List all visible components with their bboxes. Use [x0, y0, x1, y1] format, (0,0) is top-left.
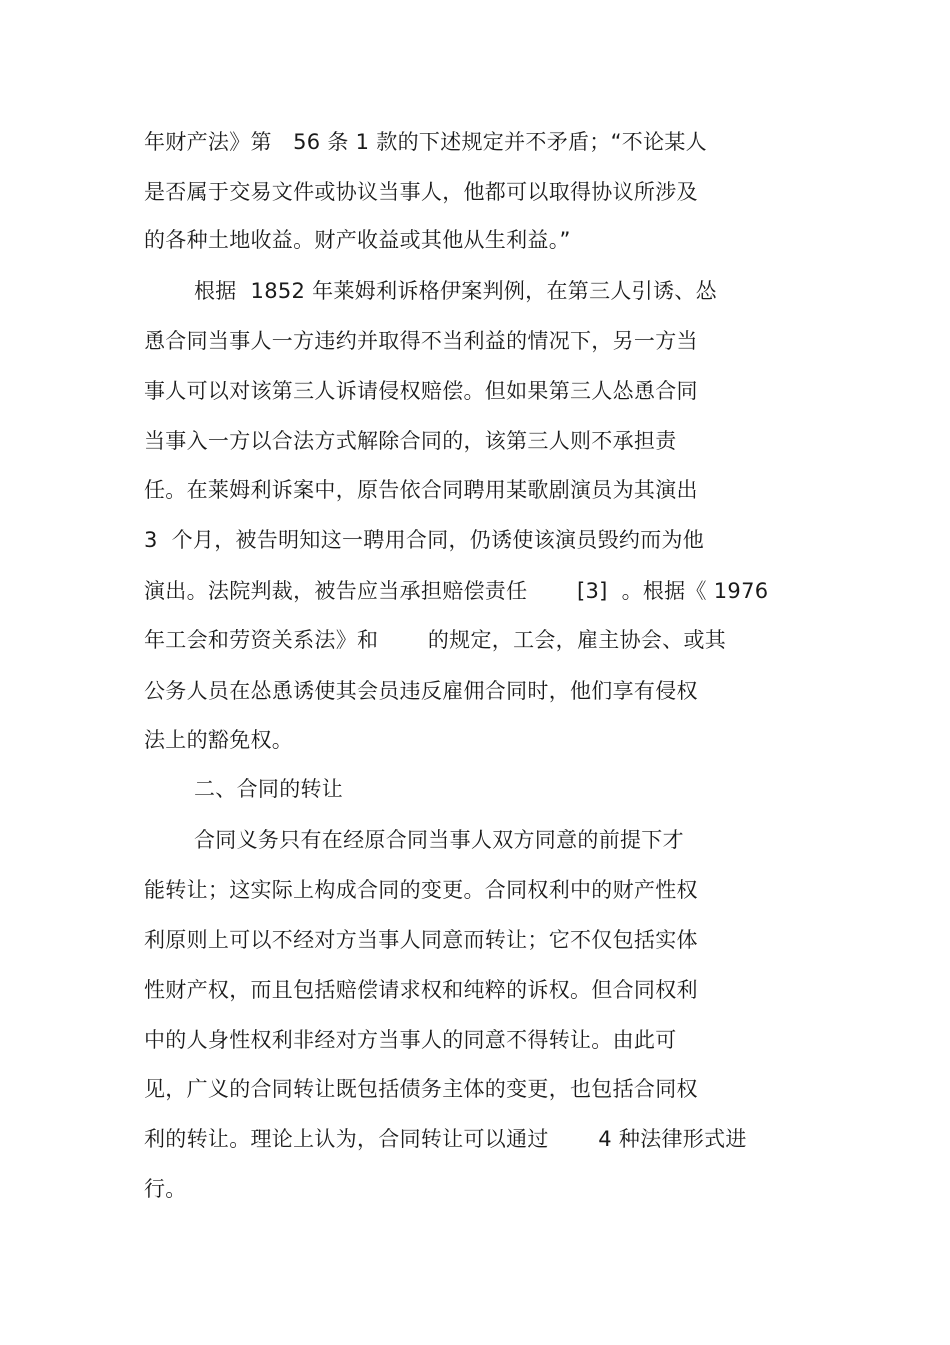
- text-line: 当事入一方以合法方式解除合同的，该第三人则不承担责: [144, 429, 677, 453]
- text-line: 利的转让。理论上认为，合同转让可以通过 4 种法律形式进: [144, 1127, 747, 1151]
- paragraph-first-line: 合同义务只有在经原合同当事人双方同意的前提下才: [194, 828, 684, 852]
- text-line: 的各种土地收益。财产收益或其他从生利益。”: [144, 228, 571, 252]
- text-line: 是否属于交易文件或协议当事人，他都可以取得协议所涉及: [144, 180, 698, 204]
- text-line: 任。在莱姆利诉案中，原告依合同聘用某歌剧演员为其演出: [144, 478, 698, 502]
- text-line: 法上的豁免权。: [144, 728, 294, 752]
- text-line: 行。: [144, 1177, 187, 1201]
- text-line: 年工会和劳资关系法》和 的规定，工会，雇主协会、或其: [144, 628, 727, 652]
- text-line: 见，广义的合同转让既包括债务主体的变更，也包括合同权: [144, 1077, 698, 1101]
- text-line: 3 个月，被告明知这一聘用合同，仍诱使该演员毁约而为他: [144, 528, 705, 552]
- text-line: 能转让；这实际上构成合同的变更。合同权利中的财产性权: [144, 878, 698, 902]
- text-line: 性财产权，而且包括赔偿请求权和纯粹的诉权。但合同权利: [144, 978, 698, 1002]
- text-line: 演出。法院判裁，被告应当承担赔偿责任 [3] 。根据《 1976: [144, 579, 769, 603]
- text-line: 恿合同当事人一方违约并取得不当利益的情况下，另一方当: [144, 329, 698, 353]
- paragraph-first-line: 根据 1852 年莱姆利诉格伊案判例，在第三人引诱、怂: [194, 279, 717, 303]
- text-line: 利原则上可以不经对方当事人同意而转让；它不仅包括实体: [144, 928, 698, 952]
- section-heading: 二、合同的转让: [194, 777, 344, 801]
- text-line: 中的人身性权利非经对方当事人的同意不得转让。由此可: [144, 1028, 677, 1052]
- text-line: 年财产法》第 56 条 1 款的下述规定并不矛盾；“不论某人: [144, 130, 707, 154]
- text-line: 事人可以对该第三人诉请侵权赔偿。但如果第三人怂恿合同: [144, 379, 698, 403]
- text-line: 公务人员在怂恿诱使其会员违反雇佣合同时，他们享有侵权: [144, 679, 698, 703]
